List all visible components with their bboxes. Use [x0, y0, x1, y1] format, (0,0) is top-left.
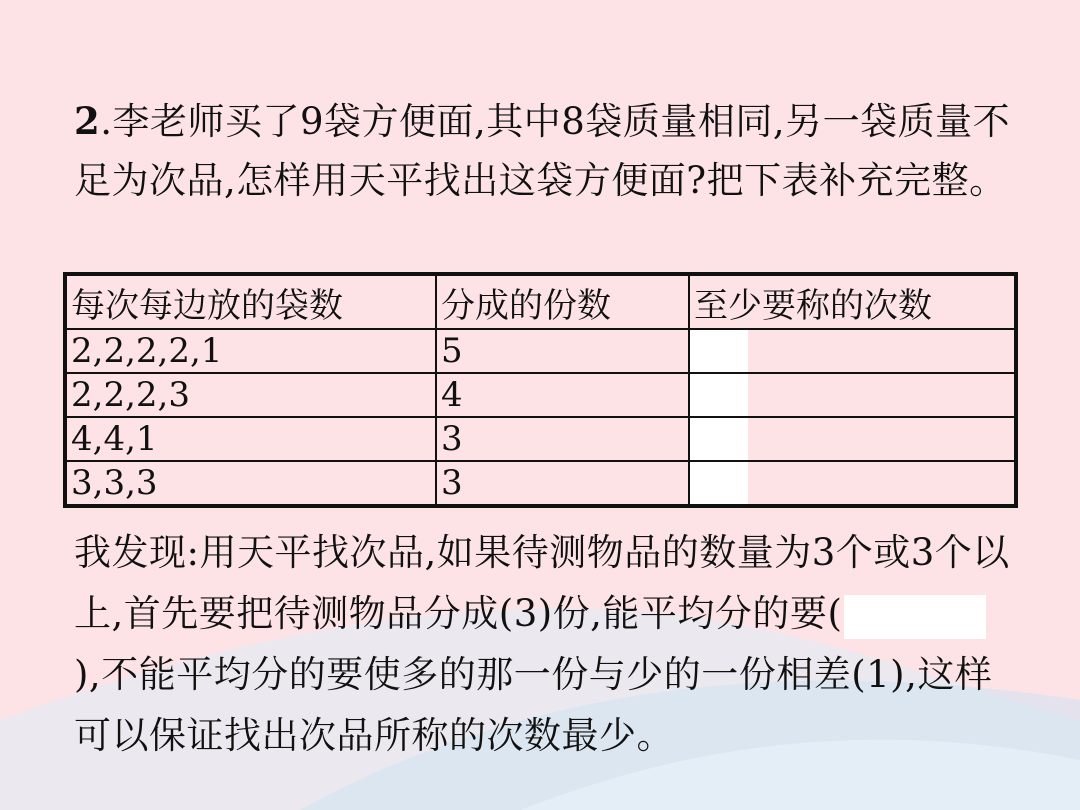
cell-bags-per-side: 4,4,1 [65, 417, 436, 461]
question-body: .李老师买了9袋方便面,其中8袋质量相同,另一袋质量不足为次品,怎样用天平找出这袋方便面?把下表补充完整。 [74, 100, 1011, 202]
answer-blank-box [690, 330, 748, 372]
cell-group-count: 4 [436, 373, 689, 417]
answer-blank-box [690, 418, 748, 460]
answer-blank[interactable] [844, 595, 986, 639]
header-min-weighings: 至少要称的次数 [689, 274, 1016, 329]
table-header-row [65, 274, 1016, 329]
cell-min-weighings-blank[interactable] [689, 461, 1016, 506]
question-text [74, 92, 1014, 210]
cell-bags-per-side: 3,3,3 [65, 461, 436, 506]
table-row [65, 329, 1016, 373]
header-group-count: 分成的份数 [436, 274, 689, 329]
header-bags-per-side: 每次每边放的袋数 [65, 274, 436, 329]
finding-open-paren: ( [827, 592, 843, 635]
finding-part2: ),不能平均分的要使多的那一份与少的一份相差(1),这样可以保证找出次品所称的次数最少。 [74, 653, 993, 757]
table-row [65, 461, 1016, 506]
cell-group-count: 3 [436, 461, 689, 506]
finding-text [74, 522, 1014, 766]
table-row [65, 373, 1016, 417]
cell-group-count: 3 [436, 417, 689, 461]
cell-min-weighings-blank[interactable] [689, 373, 1016, 417]
question-number: 2 [74, 99, 101, 143]
cell-bags-per-side: 2,2,2,2,1 [65, 329, 436, 373]
answer-blank-box [690, 462, 748, 504]
cell-group-count: 5 [436, 329, 689, 373]
table-row [65, 417, 1016, 461]
answer-blank-box [690, 374, 748, 416]
cell-min-weighings-blank[interactable] [689, 329, 1016, 373]
cell-bags-per-side: 2,2,2,3 [65, 373, 436, 417]
finding-part1: 我发现:用天平找次品,如果待测物品的数量为3个或3个以上,首先要把待测物品分成(3)份,能平均分的要 [74, 531, 1010, 635]
cell-min-weighings-blank[interactable] [689, 417, 1016, 461]
weighing-table [63, 272, 1018, 508]
